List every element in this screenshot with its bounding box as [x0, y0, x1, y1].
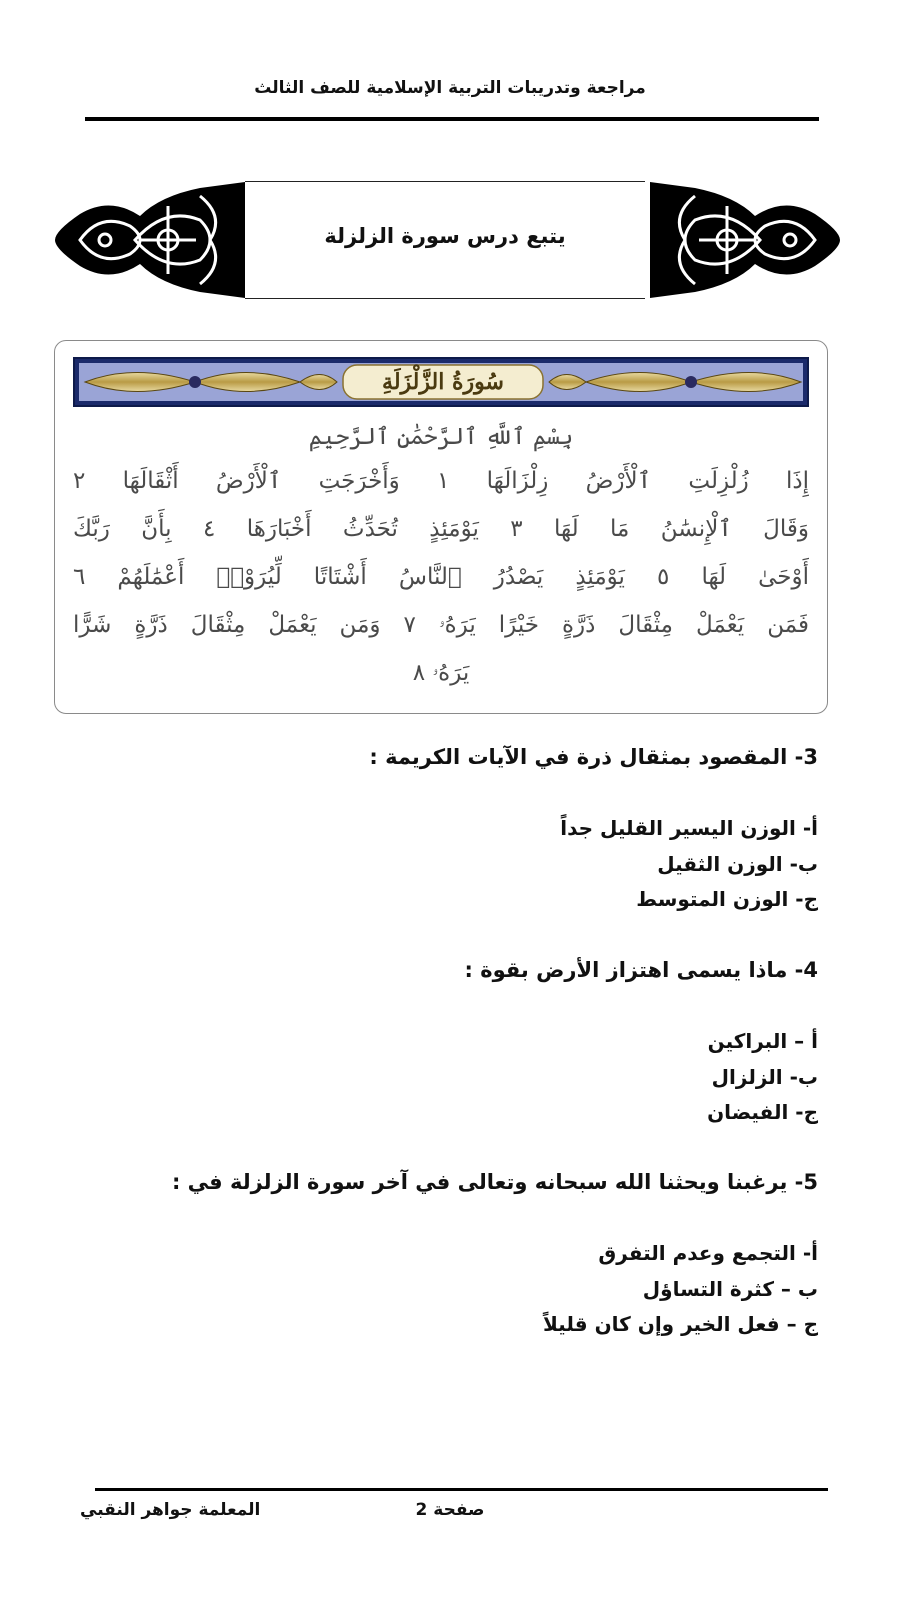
question-3-option-a: أ- الوزن اليسير القليل جداً	[560, 816, 818, 840]
banner-title-box	[245, 181, 645, 299]
question-5-option-b: ب – كثرة التساؤل	[642, 1277, 818, 1301]
question-5-option-a: أ- التجمع وعدم التفرق	[598, 1241, 818, 1265]
header-divider	[85, 117, 819, 121]
verse-line: أَوْحَىٰ لَهَا ٥ يَوْمَئِذٍ يَصْدُرُ ٱلنَّاسُ أَشْتَاتًا لِّيُرَوْا۟ أَعْمَٰلَهُمْ ٦	[73, 564, 809, 590]
verse-line: إِذَا زُلْزِلَتِ ٱلْأَرْضُ زِلْزَالَهَا ١ وَأَخْرَجَتِ ٱلْأَرْضُ أَثْقَالَهَا ٢	[73, 468, 809, 494]
verse-line: وَقَالَ ٱلْإِنسَٰنُ مَا لَهَا ٣ يَوْمَئِذٍ تُحَدِّثُ أَخْبَارَهَا ٤ بِأَنَّ رَبَّكَ	[73, 516, 809, 542]
verse-line: يَرَهُۥ ٨	[412, 660, 470, 686]
arabesque-ornament-left	[50, 176, 250, 304]
lesson-title: يتبع درس سورة الزلزلة	[324, 224, 566, 248]
page-header-title: مراجعة وتدريبات التربية الإسلامية للصف الثالث	[254, 78, 646, 98]
question-5-option-c: ج – فعل الخير وإن كان قليلاً	[543, 1312, 818, 1336]
quran-verses-frame	[54, 340, 828, 714]
question-4: 4- ماذا يسمى اهتزاز الأرض بقوة :	[464, 958, 818, 982]
surah-name: سُورَةُ الزَّلْزَلَةِ	[382, 369, 504, 395]
verse-line: فَمَن يَعْمَلْ مِثْقَالَ ذَرَّةٍ خَيْرًا يَرَهُۥ ٧ وَمَن يَعْمَلْ مِثْقَالَ ذَرَّةٍ شَرًّا	[73, 612, 809, 638]
question-4-option-b: ب- الزلزال	[711, 1065, 818, 1089]
question-4-option-c: ج- الفيضان	[707, 1100, 818, 1124]
teacher-name: المعلمة جواهر النقبي	[80, 1500, 261, 1520]
page-number: صفحة 2	[415, 1500, 485, 1520]
lesson-banner	[50, 176, 845, 304]
question-3-option-c: ج- الوزن المتوسط	[636, 887, 818, 911]
question-3-option-b: ب- الوزن الثقيل	[657, 852, 818, 876]
footer-divider	[95, 1488, 828, 1491]
verses-block	[73, 417, 809, 697]
arabesque-ornament-right	[645, 176, 845, 304]
surah-header-banner	[73, 357, 809, 407]
question-3: 3- المقصود بمثقال ذرة في الآيات الكريمة :	[369, 745, 818, 769]
question-4-option-a: أ – البراكين	[707, 1029, 818, 1053]
question-5: 5- يرغبنا ويحثنا الله سبحانه وتعالى في آخر سورة الزلزلة في :	[171, 1170, 818, 1194]
basmala: بِسْمِ ٱللَّهِ ٱلرَّحْمَٰنِ ٱلرَّحِيمِ	[308, 424, 574, 450]
